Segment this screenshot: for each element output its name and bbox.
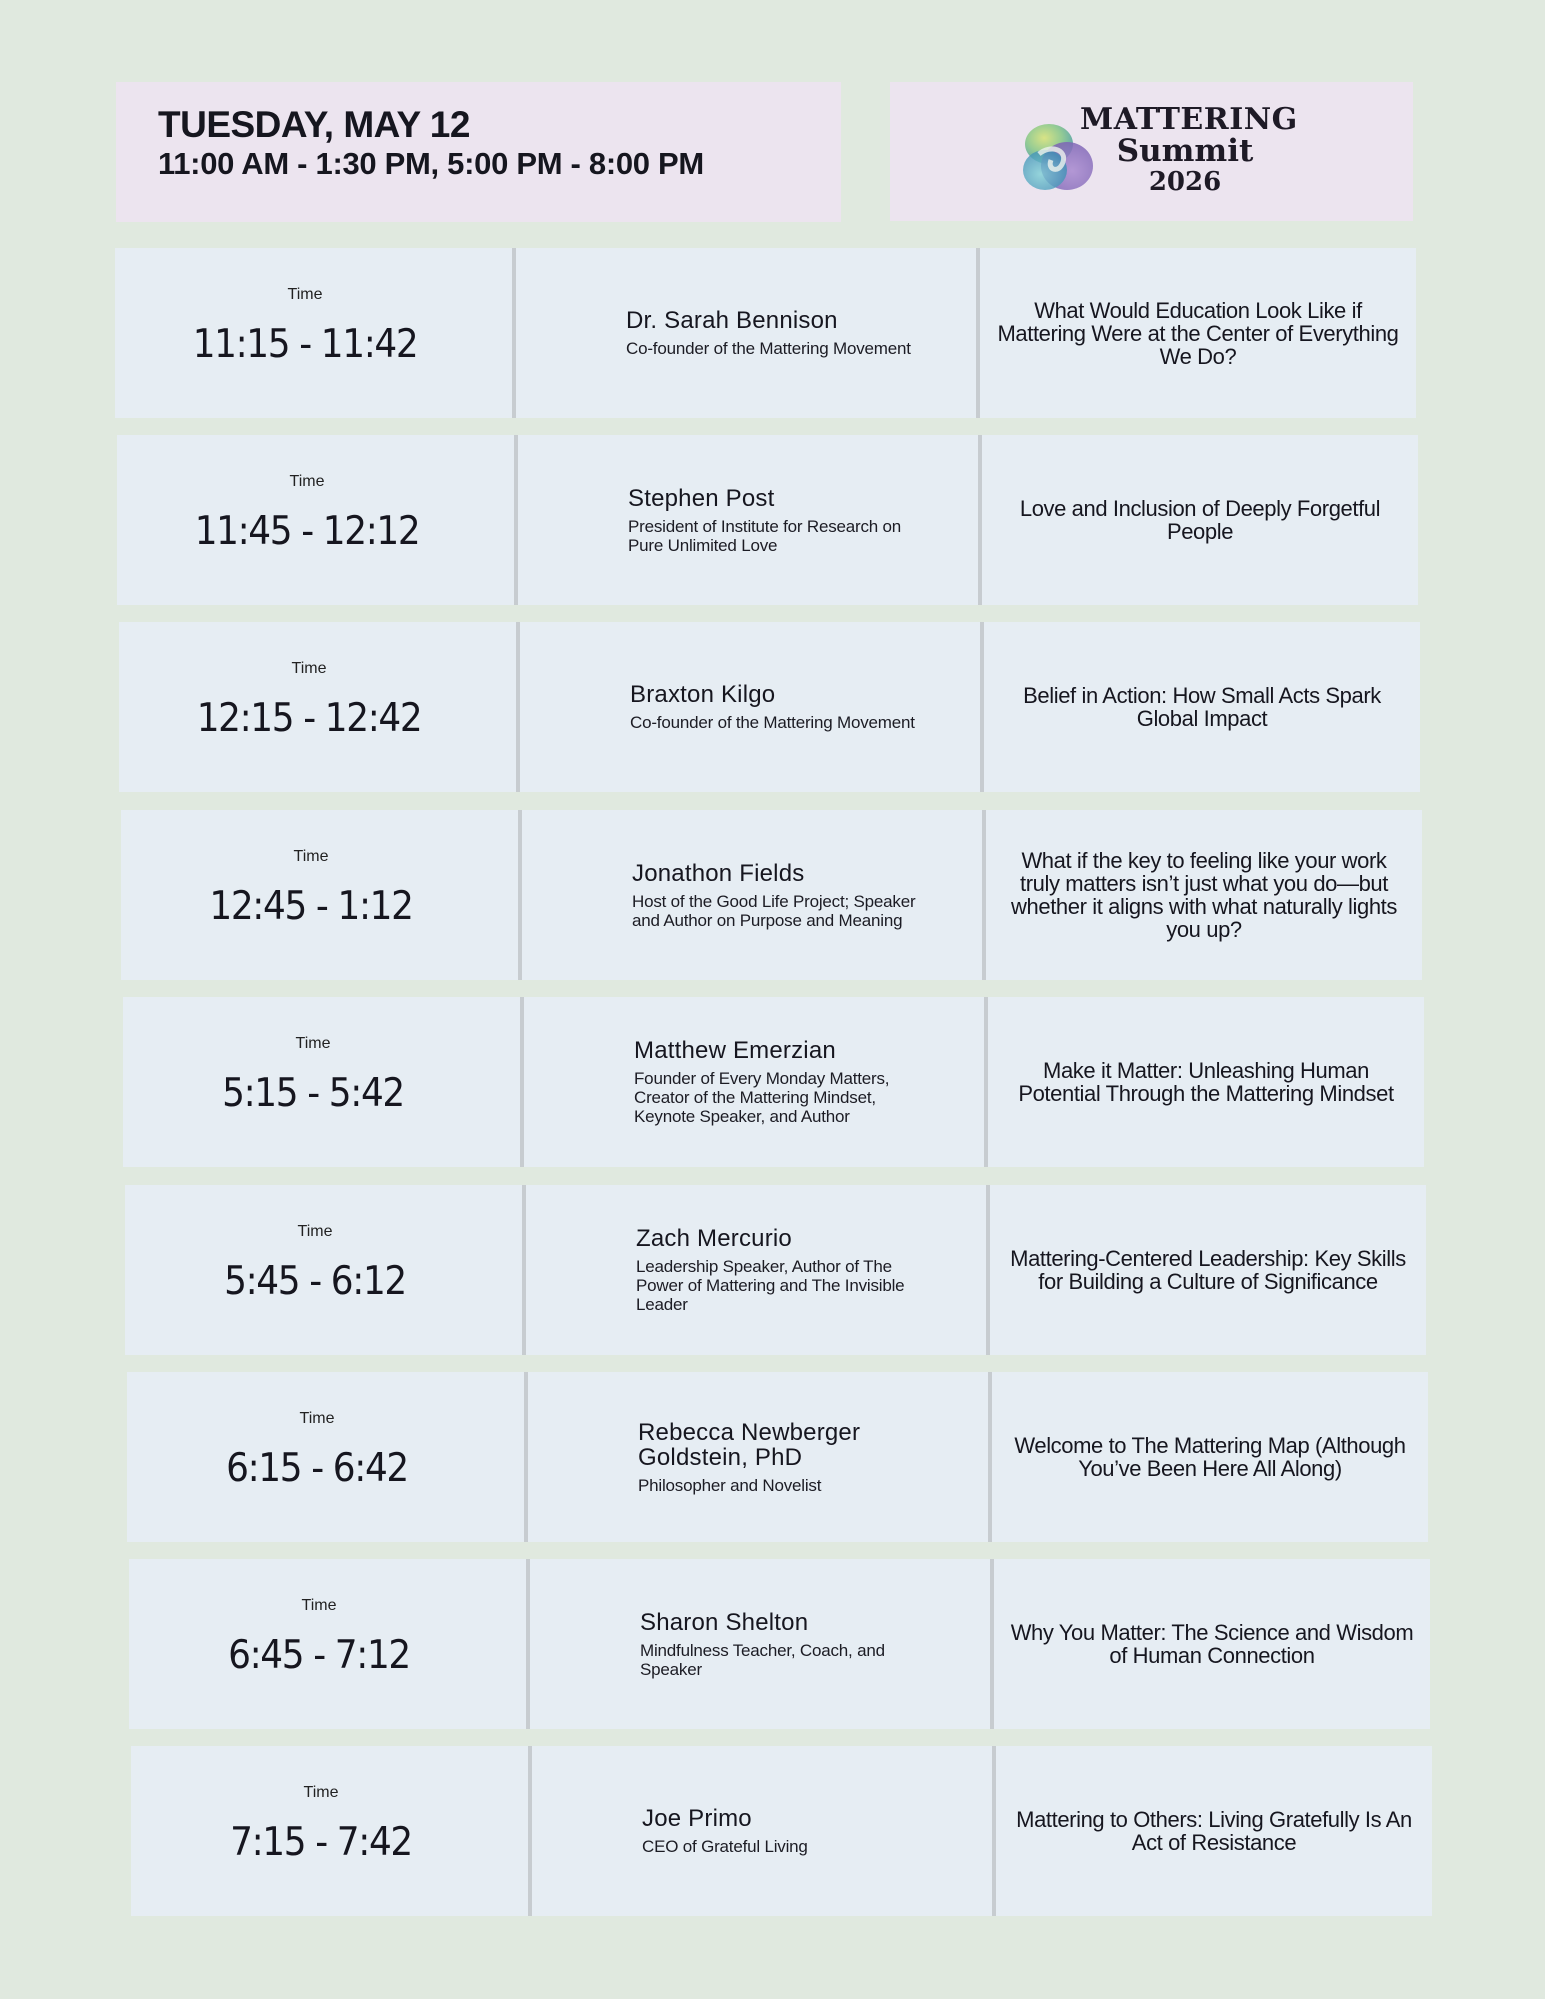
event-day: TUESDAY, MAY 12 — [158, 104, 470, 145]
talk-title: Welcome to The Mattering Map (Although You’ve Been Here All Along) — [1014, 1433, 1406, 1481]
time-label: Time — [291, 660, 327, 677]
talk-cell — [992, 1372, 1428, 1542]
logo-line-1: MATTERING — [1080, 102, 1298, 137]
speaker-cell — [516, 248, 976, 418]
speaker-role: Leadership Speaker, Author of The Power of Mattering and The Invisible Leader — [636, 1257, 905, 1314]
speaker-cell — [532, 1746, 992, 1916]
time-range: 12:15 - 12:42 — [196, 696, 422, 741]
time-label: Time — [295, 1035, 331, 1052]
time-label: Time — [299, 1410, 335, 1427]
event-hours: 11:00 AM - 1:30 PM, 5:00 PM - 8:00 PM — [158, 146, 704, 181]
talk-cell — [984, 622, 1420, 792]
speaker-role: President of Institute for Research on Pure Unlimited Love — [628, 516, 902, 555]
time-range: 7:15 - 7:42 — [230, 1820, 412, 1865]
speaker-name: Sharon Shelton — [640, 1608, 809, 1636]
talk-cell — [994, 1559, 1430, 1729]
speaker-cell — [520, 622, 980, 792]
talk-cell — [980, 248, 1416, 418]
talk-title: What Would Education Look Like if Mattering Were at the Center of Everything We Do? — [997, 297, 1399, 369]
talk-title: Mattering-Centered Leadership: Key Skills for Building a Culture of Significance — [1010, 1246, 1406, 1294]
time-range: 11:45 - 12:12 — [194, 509, 420, 554]
speaker-cell — [522, 810, 982, 980]
summit-logo-text — [1080, 102, 1298, 198]
speaker-role: Co-founder of the Mattering Movement — [626, 339, 911, 358]
talk-title: Why You Matter: The Science and Wisdom of Human Connection — [1010, 1620, 1414, 1668]
talk-cell — [986, 810, 1422, 980]
time-cell — [117, 435, 514, 605]
time-label: Time — [293, 848, 329, 865]
time-label: Time — [297, 1223, 333, 1240]
speaker-role: Founder of Every Monday Matters, Creator of the Mattering Mindset, Keynote Speaker, and Author — [634, 1069, 890, 1126]
talk-cell — [988, 997, 1424, 1167]
speaker-name: Stephen Post — [628, 484, 775, 512]
summit-logo — [890, 82, 1413, 221]
time-cell — [119, 622, 516, 792]
time-cell — [129, 1559, 526, 1729]
time-cell — [125, 1185, 522, 1355]
time-cell — [123, 997, 520, 1167]
time-label: Time — [301, 1597, 337, 1614]
time-cell — [131, 1746, 528, 1916]
speaker-name: Joe Primo — [642, 1805, 752, 1832]
time-range: 12:45 - 1:12 — [209, 884, 413, 929]
time-range: 6:45 - 7:12 — [228, 1633, 410, 1678]
speaker-name: Matthew Emerzian — [634, 1037, 836, 1064]
speaker-role: CEO of Grateful Living — [642, 1837, 808, 1856]
time-range: 11:15 - 11:42 — [192, 322, 418, 367]
talk-title: What if the key to feeling like your work truly matters isn’t just what you do—but whether it aligns with what naturally lights you up? — [1011, 848, 1397, 942]
logo-line-3: 2026 — [1148, 167, 1222, 197]
speaker-cell — [526, 1185, 986, 1355]
speaker-name: Dr. Sarah Bennison — [626, 307, 838, 334]
talk-cell — [996, 1746, 1432, 1916]
speaker-role: Philosopher and Novelist — [638, 1475, 822, 1495]
talk-title: Make it Matter: Unleashing Human Potential Through the Mattering Mindset — [1018, 1058, 1394, 1106]
speaker-cell — [530, 1559, 990, 1729]
time-range: 5:45 - 6:12 — [224, 1259, 406, 1304]
speaker-name: Braxton Kilgo — [630, 681, 776, 708]
speaker-role: Co-founder of the Mattering Movement — [630, 713, 915, 732]
speaker-name: Rebecca Newberger Goldstein, PhD — [638, 1418, 861, 1471]
time-label: Time — [287, 286, 323, 303]
talk-title: Belief in Action: How Small Acts Spark Global Impact — [1023, 683, 1381, 731]
time-label: Time — [289, 473, 325, 490]
speaker-cell — [524, 997, 984, 1167]
time-cell — [127, 1372, 524, 1542]
speaker-name: Jonathon Fields — [632, 859, 805, 887]
time-cell — [115, 248, 512, 418]
date-header — [116, 82, 841, 222]
speaker-role: Mindfulness Teacher, Coach, and Speaker — [640, 1640, 885, 1679]
speaker-name: Zach Mercurio — [636, 1225, 792, 1252]
time-range: 5:15 - 5:42 — [222, 1071, 404, 1116]
speaker-cell — [518, 435, 978, 605]
speaker-cell — [528, 1372, 988, 1542]
talk-title: Mattering to Others: Living Gratefully Is An Act of Resistance — [1016, 1807, 1412, 1855]
talk-cell — [990, 1185, 1426, 1355]
time-cell — [121, 810, 518, 980]
time-label: Time — [303, 1784, 339, 1801]
talk-title: Love and Inclusion of Deeply Forgetful People — [1019, 496, 1381, 544]
time-range: 6:15 - 6:42 — [226, 1446, 408, 1491]
logo-line-2: Summit — [1116, 133, 1254, 169]
talk-cell — [982, 435, 1418, 605]
speaker-role: Host of the Good Life Project; Speaker and Author on Purpose and Meaning — [632, 891, 916, 930]
